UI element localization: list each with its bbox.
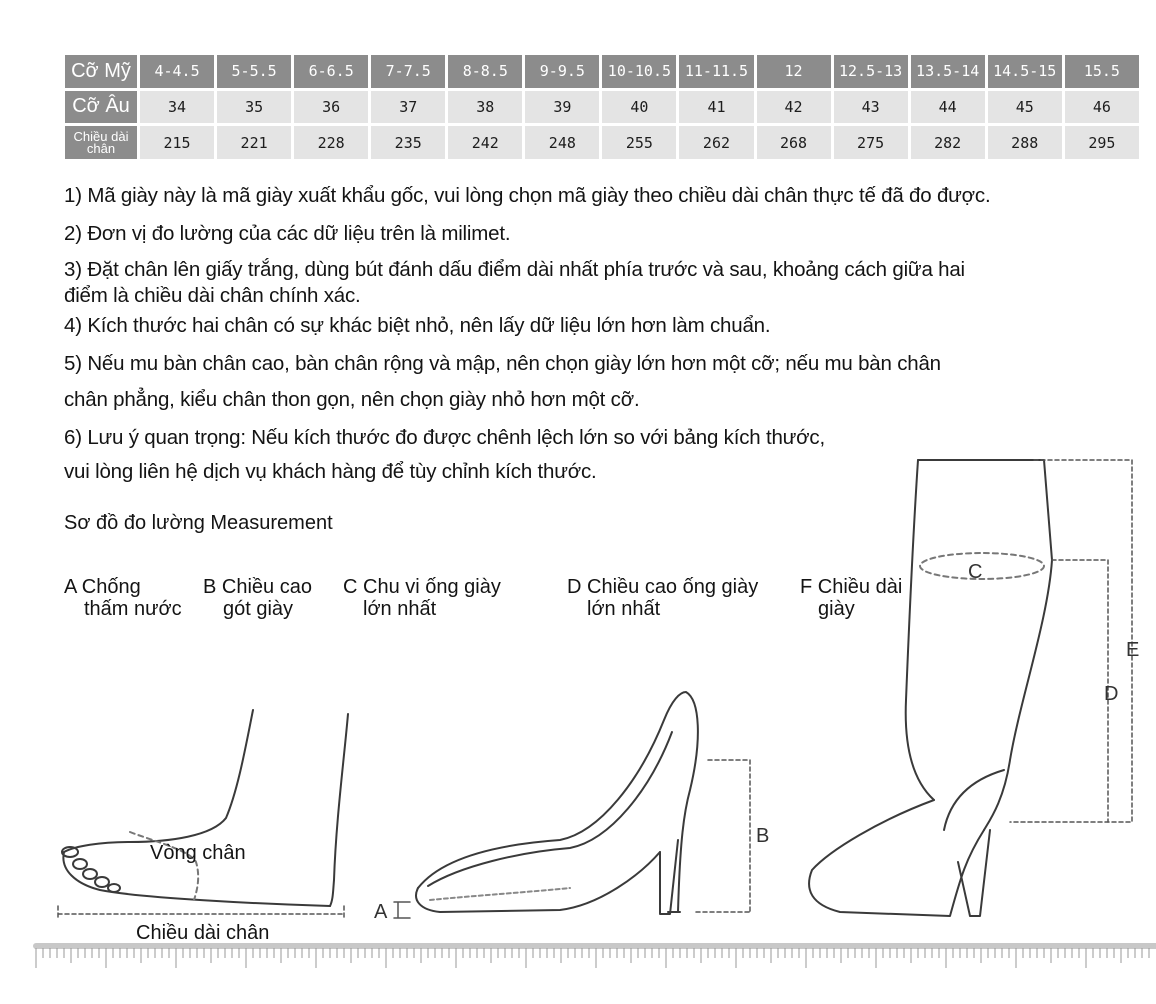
legend-d-line1: D Chiều cao ống giày [567, 576, 759, 598]
eu-size-cell: 41 [679, 91, 753, 124]
boot-drawing [809, 460, 1132, 916]
us-size-cell: 7-7.5 [371, 55, 445, 88]
legend-f-line1: F Chiều dài [800, 576, 903, 598]
marker-a: A [374, 901, 388, 923]
foot-length-cell: 215 [140, 126, 214, 159]
eu-size-cell: 39 [525, 91, 599, 124]
foot-girth-label: Vòng chân [150, 842, 246, 864]
eu-size-cell: 45 [988, 91, 1062, 124]
foot-length-label: Chiều dài chân [136, 922, 270, 944]
us-size-cell: 11-11.5 [679, 55, 753, 88]
note-1: 1) Mã giày này là mã giày xuất khẩu gốc, vui lòng chọn mã giày theo chiều dài chân thực tế đã đo được. [64, 184, 991, 207]
legend-c-line1: C Chu vi ống giày [343, 576, 501, 598]
eu-size-cell: 46 [1065, 91, 1139, 124]
us-size-cell: 12 [757, 55, 831, 88]
us-size-cell: 10-10.5 [602, 55, 676, 88]
note-5-continued: chân phẳng, kiểu chân thon gọn, nên chọn giày nhỏ hơn một cỡ. [64, 388, 640, 411]
us-size-cell: 5-5.5 [217, 55, 291, 88]
note-2: 2) Đơn vị đo lường của các dữ liệu trên là milimet. [64, 222, 511, 245]
eu-size-cell: 35 [217, 91, 291, 124]
eu-size-cell: 34 [140, 91, 214, 124]
ruler-ticks [36, 948, 1149, 968]
eu-size-cell: 44 [911, 91, 985, 124]
marker-c: C [968, 561, 983, 583]
marker-d: D [1104, 683, 1119, 705]
us-size-cell: 9-9.5 [525, 55, 599, 88]
note-3: 3) Đặt chân lên giấy trắng, dùng bút đánh dấu điểm dài nhất phía trước và sau, khoảng cách giữa hai [64, 258, 965, 281]
note-6-continued: vui lòng liên hệ dịch vụ khách hàng để tùy chỉnh kích thước. [64, 460, 597, 483]
us-size-cell: 14.5-15 [988, 55, 1062, 88]
us-size-cell: 6-6.5 [294, 55, 368, 88]
eu-size-cell: 36 [294, 91, 368, 124]
marker-b: B [756, 825, 770, 847]
note-6: 6) Lưu ý quan trọng: Nếu kích thước đo được chênh lệch lớn so với bảng kích thước, [64, 426, 825, 449]
eu-size-cell: 37 [371, 91, 445, 124]
legend-b-line1: B Chiều cao [203, 576, 312, 598]
us-size-cell: 12.5-13 [834, 55, 908, 88]
foot-length-cell: 242 [448, 126, 522, 159]
eu-size-cell: 40 [602, 91, 676, 124]
legend-b-line2: gót giày [223, 598, 294, 620]
us-size-cell: 13.5-14 [911, 55, 985, 88]
foot-length-cell: 221 [217, 126, 291, 159]
legend-a-line2: thấm nước [84, 598, 182, 620]
eu-size-cell: 42 [757, 91, 831, 124]
eu-size-cell: 38 [448, 91, 522, 124]
legend-f-line2: giày [818, 598, 855, 620]
foot-length-cell: 235 [371, 126, 445, 159]
note-4: 4) Kích thước hai chân có sự khác biệt nhỏ, nên lấy dữ liệu lớn hơn làm chuẩn. [64, 314, 771, 337]
foot-length-cell: 262 [679, 126, 753, 159]
note-3-continued: điểm là chiều dài chân chính xác. [64, 284, 361, 307]
foot-drawing [58, 710, 348, 920]
foot-length-cell: 295 [1065, 126, 1139, 159]
foot-length-cell: 275 [834, 126, 908, 159]
foot-length-header: Chiều dài chân [65, 126, 137, 159]
marker-e: E [1126, 639, 1140, 661]
foot-length-cell: 288 [988, 126, 1062, 159]
us-size-cell: 4-4.5 [140, 55, 214, 88]
legend-c-line2: lớn nhất [363, 598, 437, 620]
legend-d-line2: lớn nhất [587, 598, 661, 620]
eu-size-header: Cỡ Âu [65, 91, 137, 124]
legend-a-line1: A Chống [64, 576, 141, 598]
us-size-cell: 8-8.5 [448, 55, 522, 88]
foot-length-cell: 282 [911, 126, 985, 159]
us-size-header: Cỡ Mỹ [65, 55, 137, 88]
us-size-cell: 15.5 [1065, 55, 1139, 88]
foot-length-cell: 255 [602, 126, 676, 159]
heel-drawing [394, 692, 752, 918]
foot-length-cell: 248 [525, 126, 599, 159]
diagram-title: Sơ đồ đo lường Measurement [64, 512, 333, 534]
eu-size-cell: 43 [834, 91, 908, 124]
foot-length-cell: 268 [757, 126, 831, 159]
note-5: 5) Nếu mu bàn chân cao, bàn chân rộng và mập, nên chọn giày lớn hơn một cỡ; nếu mu bàn chân [64, 352, 941, 375]
foot-length-cell: 228 [294, 126, 368, 159]
